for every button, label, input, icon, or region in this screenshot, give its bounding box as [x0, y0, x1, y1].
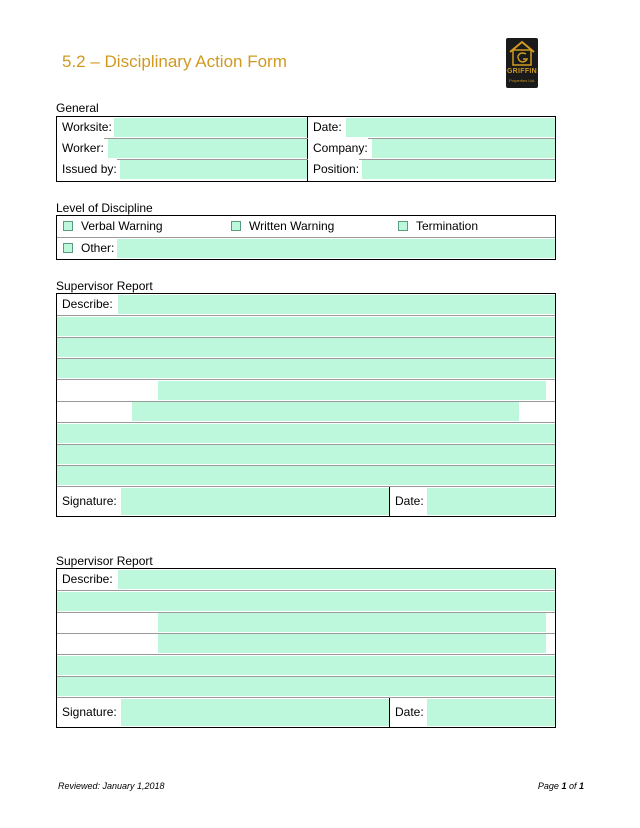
discipline-section-label: Level of Discipline — [56, 201, 153, 215]
report2-line-1 — [57, 591, 555, 613]
report1-line-6 — [57, 423, 555, 445]
report1-line-7-field[interactable] — [57, 445, 555, 464]
general-row-1 — [57, 117, 555, 139]
termination-label: Termination — [416, 219, 479, 233]
other-label: Other: — [81, 241, 115, 255]
report2-describe-row — [57, 569, 555, 591]
report2-line-4-field[interactable] — [57, 656, 555, 675]
report1-line-5 — [57, 401, 555, 423]
written-warning-option[interactable] — [231, 216, 334, 237]
report2-signature-label: Signature: — [57, 702, 117, 723]
report2-describe-field[interactable] — [118, 570, 555, 589]
report1-table — [56, 293, 556, 517]
report1-line-1-field[interactable] — [57, 317, 555, 336]
report1-line-3 — [57, 358, 555, 380]
report1-line-6-field[interactable] — [57, 424, 555, 443]
general-row-3 — [57, 159, 555, 180]
logo-name: GRIFFIN — [506, 68, 538, 75]
report2-table — [56, 568, 556, 728]
verbal-warning-option[interactable] — [63, 216, 163, 237]
date-label: Date: — [308, 117, 342, 138]
date-field[interactable] — [346, 118, 555, 137]
page-total: 1 — [578, 781, 584, 791]
report2-line-3-field[interactable] — [158, 634, 546, 653]
general-row-2 — [57, 138, 555, 160]
report2-signature-field[interactable] — [121, 699, 389, 726]
logo-subtitle: Properties Ltd. — [508, 78, 535, 83]
footer-page-number — [538, 781, 584, 791]
report1-signature-label: Signature: — [57, 491, 117, 512]
written-warning-label: Written Warning — [249, 219, 335, 233]
worksite-field[interactable] — [114, 118, 307, 137]
report1-line-4 — [57, 380, 555, 402]
issued-by-label: Issued by: — [57, 159, 117, 180]
verbal-warning-checkbox[interactable] — [63, 221, 73, 231]
report2-describe-label: Describe: — [57, 569, 113, 590]
report1-line-1 — [57, 316, 555, 338]
report2-signature-row — [57, 698, 555, 727]
discipline-row-1 — [57, 216, 555, 238]
report2-line-1-field[interactable] — [57, 592, 555, 611]
page-prefix: Page — [537, 781, 562, 791]
report2-date-field[interactable] — [427, 699, 555, 726]
report1-date-label: Date: — [390, 491, 424, 512]
report1-line-7 — [57, 444, 555, 466]
position-field[interactable] — [362, 160, 555, 179]
company-label: Company: — [308, 138, 368, 159]
page-num: 1 — [561, 781, 567, 791]
footer-reviewed: Reviewed: January 1,2018 — [58, 781, 165, 791]
report1-line-5-field[interactable] — [132, 402, 519, 421]
report1-line-8-field[interactable] — [57, 466, 555, 485]
report2-line-2 — [57, 612, 555, 634]
company-field[interactable] — [372, 139, 555, 158]
issued-by-field[interactable] — [120, 160, 307, 179]
company-logo — [506, 38, 538, 88]
report2-line-5 — [57, 676, 555, 698]
other-option[interactable] — [63, 238, 116, 259]
worksite-label: Worksite: — [57, 117, 112, 138]
report1-date-field[interactable] — [427, 488, 555, 515]
discipline-row-2 — [57, 238, 555, 259]
report1-signature-row — [57, 487, 555, 516]
general-section-label: General — [56, 101, 99, 115]
discipline-table — [56, 215, 556, 260]
report1-signature-field[interactable] — [121, 488, 389, 515]
worker-label: Worker: — [57, 138, 104, 159]
report1-describe-label: Describe: — [57, 294, 113, 315]
termination-option[interactable] — [398, 216, 478, 237]
report1-line-8 — [57, 465, 555, 487]
report1-line-4-field[interactable] — [158, 381, 546, 400]
report2-section-label: Supervisor Report — [56, 554, 153, 568]
report1-describe-field[interactable] — [118, 295, 555, 314]
report2-date-label: Date: — [390, 702, 424, 723]
report2-line-5-field[interactable] — [57, 677, 555, 696]
other-checkbox[interactable] — [63, 243, 73, 253]
general-table — [56, 116, 556, 182]
worker-field[interactable] — [108, 139, 307, 158]
page-title: 5.2 – Disciplinary Action Form — [62, 52, 287, 71]
report1-describe-row — [57, 294, 555, 316]
page-of: of — [566, 781, 579, 791]
report2-line-3 — [57, 633, 555, 655]
position-label: Position: — [308, 159, 359, 180]
report1-line-2 — [57, 337, 555, 359]
termination-checkbox[interactable] — [398, 221, 408, 231]
verbal-warning-label: Verbal Warning — [81, 219, 163, 233]
other-field[interactable] — [117, 239, 555, 258]
report1-line-2-field[interactable] — [57, 338, 555, 357]
report2-line-2-field[interactable] — [158, 613, 546, 632]
report1-line-3-field[interactable] — [57, 359, 555, 378]
report1-section-label: Supervisor Report — [56, 279, 153, 293]
griffin-logo-icon — [506, 38, 538, 68]
written-warning-checkbox[interactable] — [231, 221, 241, 231]
report2-line-4 — [57, 655, 555, 677]
